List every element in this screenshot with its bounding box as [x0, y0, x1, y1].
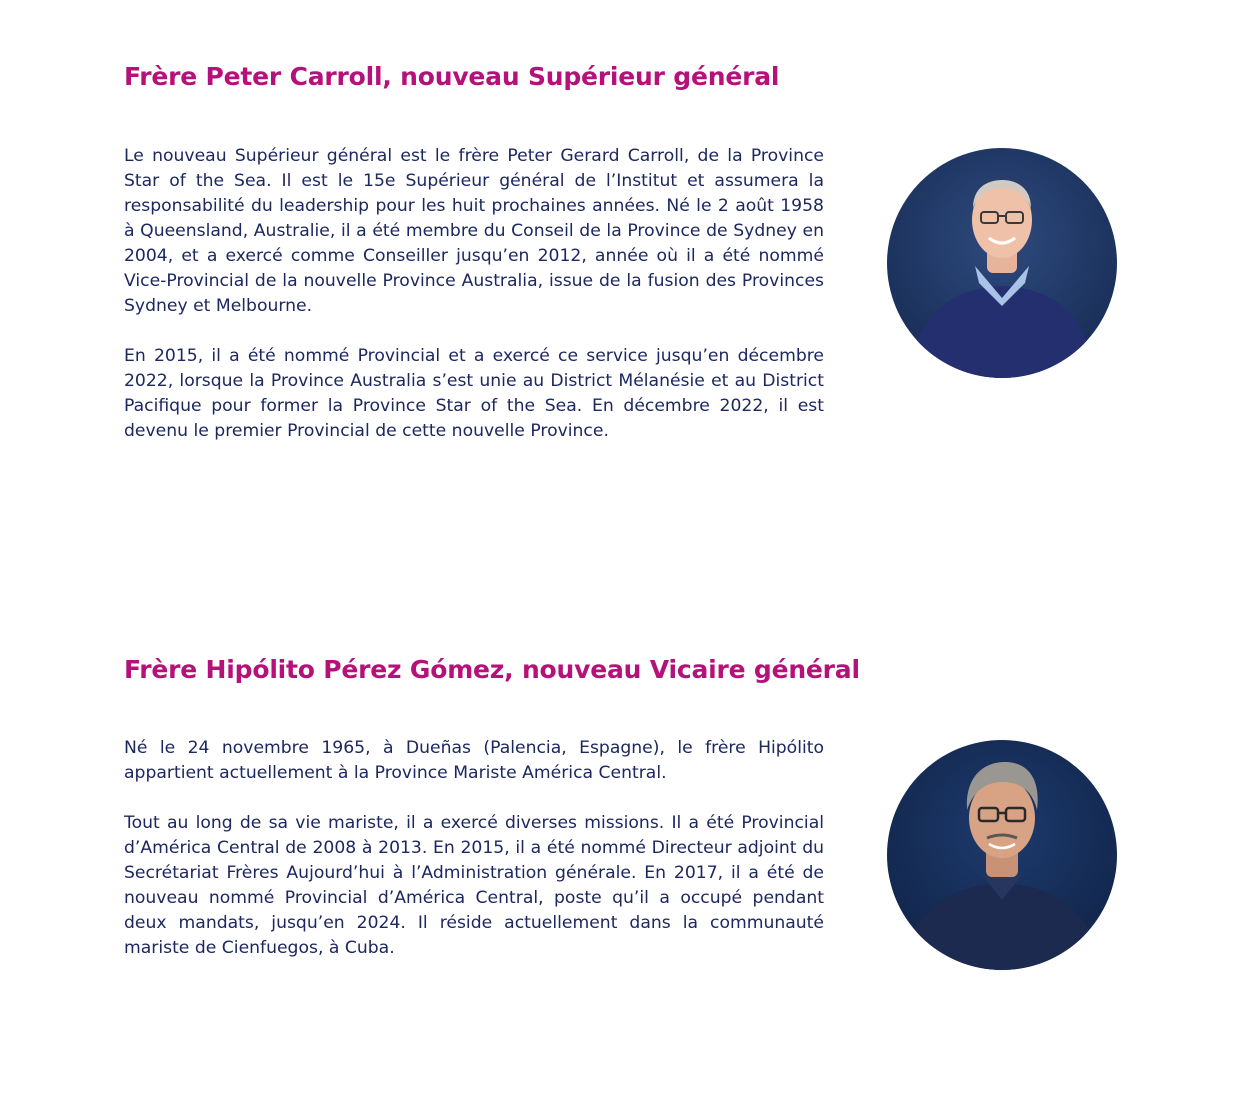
portrait-peter-carroll	[887, 148, 1117, 378]
portrait-hipolito-perez	[887, 740, 1117, 970]
paragraph: Le nouveau Supérieur général est le frère Peter Gerard Carroll, de la Province Star of the Sea. Il est le 15e Supérieur général de l’Institut et assumera la responsabilité du leadership pour les huit prochaines années. Né le 2 août 1958 à Queensland, Australie, il a été membre du Conseil de la Province de Sydney en 2004, et a exercé comme Conseiller jusqu’en 2012, année où il a été nommé Vice-Provincial de la nouvelle Province Australia, issue de la fusion des Provinces Sydney et Melbourne.	[124, 146, 824, 316]
paragraph: Tout au long de sa vie mariste, il a exercé diverses missions. Il a été Provincial d’América Central de 2008 à 2013. En 2015, il a été nommé Directeur adjoint du Secrétariat Frères Aujourd’hui à l’Administration générale. En 2017, il a été de nouveau nommé Provincial d’América Central, poste qu’il a occupé pendant deux mandats, jusqu’en 2024. Il réside actuellement dans la communauté mariste de Cienfuegos, à Cuba.	[124, 813, 824, 958]
article-body-hipolito-perez	[124, 736, 824, 961]
paragraph: Né le 24 novembre 1965, à Dueñas (Palencia, Espagne), le frère Hipólito appartient actuellement à la Province Mariste América Central.	[124, 738, 824, 783]
article-body-peter-carroll	[124, 144, 824, 444]
paragraph: En 2015, il a été nommé Provincial et a exercé ce service jusqu’en décembre 2022, lorsque la Province Australia s’est unie au District Mélanésie et au District Pacifique pour former la Province Star of the Sea. En décembre 2022, il est devenu le premier Provincial de cette nouvelle Province.	[124, 346, 824, 441]
section-title-peter-carroll: Frère Peter Carroll, nouveau Supérieur général	[124, 62, 780, 91]
section-title-hipolito-perez: Frère Hipólito Pérez Gómez, nouveau Vicaire général	[124, 655, 860, 684]
